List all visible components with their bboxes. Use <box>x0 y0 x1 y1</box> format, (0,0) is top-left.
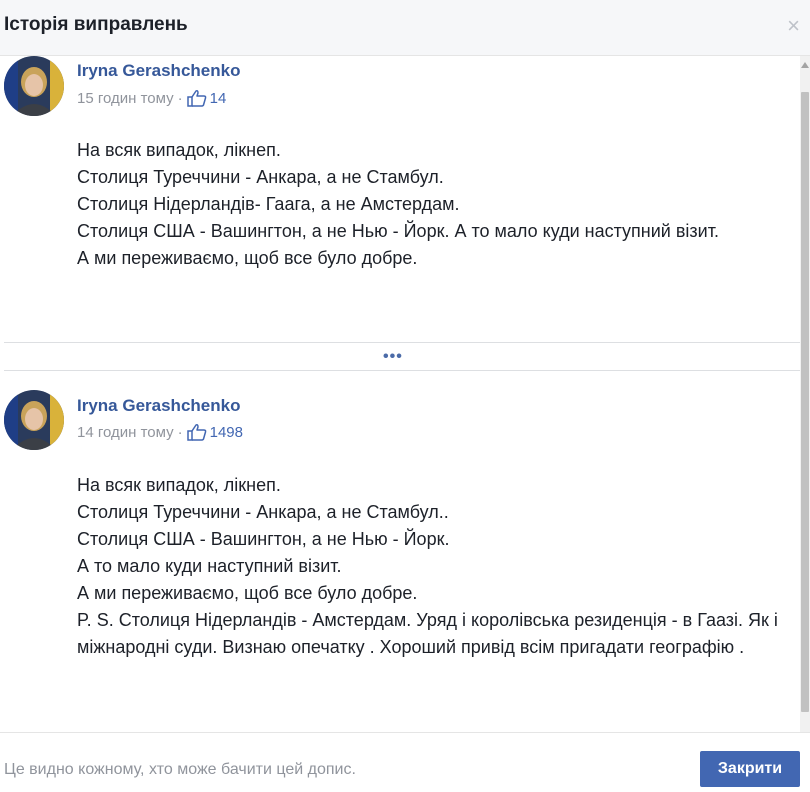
post-line: А ми переживаємо, щоб все було добре. <box>77 583 418 603</box>
like-count[interactable]: 14 <box>209 89 227 107</box>
post-line: А ми переживаємо, щоб все було добре. <box>77 248 418 268</box>
author-name[interactable]: Iryna Gerashchenko <box>77 396 241 415</box>
post-text <box>77 472 792 661</box>
timestamp[interactable]: 14 годин тому <box>77 423 174 441</box>
post-line: Столиця Туреччини - Анкара, а не Стамбул.. <box>77 502 449 522</box>
close-icon[interactable]: × <box>787 13 800 38</box>
author-name[interactable]: Iryna Gerashchenko <box>77 61 241 80</box>
post-line: P. S. Столиця Нідерландів - Амстердам. Уряд і королівська резиденція - в Гаазі. Як і міжнародні суди. Визнаю опечатку . Хороший привід всім пригадати географію . <box>77 610 778 657</box>
post-line: Столиця Нідерландів- Гаага, а не Амстердам. <box>77 194 460 214</box>
scrollbar-thumb[interactable] <box>801 92 809 712</box>
visibility-note: Це видно кожному, хто може бачити цей допис. <box>4 761 356 778</box>
dialog-footer <box>0 732 810 792</box>
post-text <box>77 137 792 272</box>
dialog-header <box>0 0 810 56</box>
separator-dot: · <box>177 423 183 441</box>
post-line: Столиця США - Вашингтон, а не Нью - Йорк. <box>77 529 450 549</box>
timestamp[interactable]: 15 годин тому <box>77 89 174 107</box>
dialog-title: Історія виправлень <box>4 14 188 35</box>
avatar[interactable] <box>4 56 64 116</box>
post-line: На всяк випадок, лікнеп. <box>77 140 281 160</box>
more-dots-icon[interactable]: ••• <box>383 348 403 365</box>
thumbs-up-icon <box>187 423 207 441</box>
avatar-image <box>4 390 64 450</box>
scrollbar[interactable] <box>800 56 810 732</box>
divider <box>4 370 810 371</box>
post-meta <box>77 423 243 441</box>
avatar[interactable] <box>4 390 64 450</box>
scroll-up-arrow-icon[interactable] <box>801 62 809 68</box>
like-count[interactable]: 1498 <box>209 423 243 441</box>
thumbs-up-icon <box>187 89 207 107</box>
post-line: Столиця Туреччини - Анкара, а не Стамбул. <box>77 167 444 187</box>
post-line: А то мало куди наступний візит. <box>77 556 342 576</box>
avatar-image <box>4 56 64 116</box>
post-line: Столиця США - Вашингтон, а не Нью - Йорк. А то мало куди наступний візит. <box>77 221 719 241</box>
divider <box>4 342 810 343</box>
history-scroll-area[interactable] <box>0 56 810 732</box>
close-button[interactable]: Закрити <box>700 751 800 787</box>
post-line: На всяк випадок, лікнеп. <box>77 475 281 495</box>
post-meta <box>77 89 226 107</box>
separator-dot: · <box>177 89 183 107</box>
